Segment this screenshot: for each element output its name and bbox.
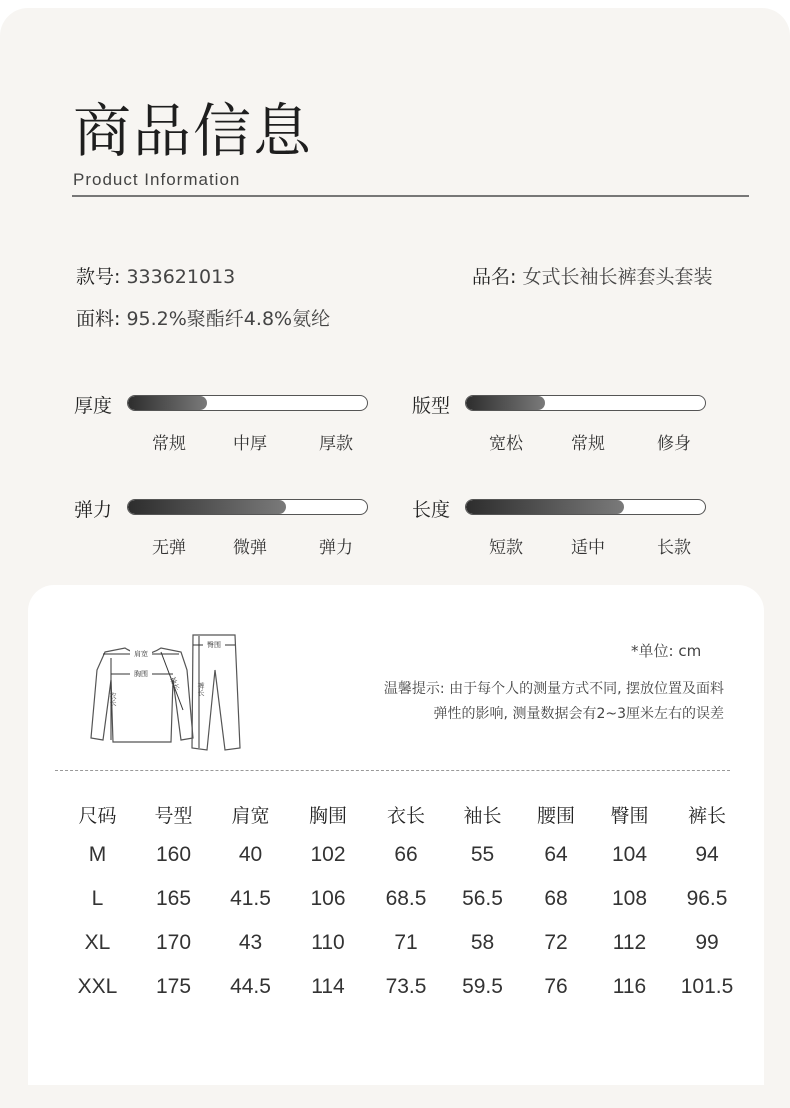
- header-cell: 裤长: [687, 804, 726, 827]
- table-cell: 68.5: [385, 887, 427, 910]
- table-cell: 106: [310, 887, 346, 910]
- chest-label: 胸围: [134, 670, 148, 678]
- table-cell: 175: [155, 975, 192, 998]
- header-cell: 臀围: [610, 804, 649, 827]
- thickness-label: 厚度: [74, 395, 113, 417]
- table-cell: 112: [612, 931, 647, 954]
- table-cell: 160: [155, 843, 192, 866]
- fit-tick: 修身: [657, 434, 691, 454]
- header-cell: 肩宽: [231, 804, 270, 827]
- thickness-tick: 常规: [152, 434, 186, 454]
- table-cell: 44.5: [230, 975, 271, 998]
- fit-label: 版型: [412, 395, 451, 417]
- fit-meter: [465, 395, 706, 411]
- pant-length-label: 裤长: [197, 682, 205, 696]
- length-tick: 短款: [489, 538, 523, 558]
- garment-measure-diagram: [75, 630, 255, 755]
- table-cell: 55: [470, 843, 495, 866]
- table-cell: 114: [311, 975, 345, 998]
- style-number-value: 333621013: [126, 266, 236, 288]
- fit-tick: 常规: [571, 434, 605, 454]
- length-meter-fill: [466, 500, 624, 514]
- table-cell: 64: [544, 843, 568, 866]
- table-cell: XXL: [77, 975, 118, 998]
- header-cell: 号型: [154, 804, 193, 827]
- table-cell: 170: [155, 931, 192, 954]
- elasticity-meter-fill: [128, 500, 286, 514]
- page-subtitle: Product Information: [73, 170, 241, 189]
- table-cell: 43: [238, 931, 263, 954]
- style-number-key: 款号:: [76, 266, 121, 288]
- table-cell: 110: [311, 931, 345, 954]
- table-cell: 41.5: [230, 887, 271, 910]
- length-tick: 适中: [571, 538, 605, 558]
- thickness-meter: [127, 395, 368, 411]
- length-tick: 长款: [657, 538, 691, 558]
- table-cell: 72: [544, 931, 568, 954]
- elasticity-label: 弹力: [74, 499, 113, 521]
- header-cell: 衣长: [386, 804, 425, 827]
- shoulder-label: 肩宽: [134, 650, 148, 658]
- unit-note: *单位: cm: [631, 642, 702, 660]
- table-cell: 40: [238, 843, 263, 866]
- table-cell: L: [91, 887, 104, 910]
- table-cell: 94: [695, 843, 719, 866]
- length-label: 长度: [412, 499, 451, 521]
- elasticity-tick: 弹力: [319, 538, 353, 558]
- thickness-meter-fill: [128, 396, 207, 410]
- table-row: [60, 833, 747, 877]
- style-number: [76, 262, 235, 289]
- product-name-key: 品名:: [472, 266, 517, 288]
- thickness-tick: 厚款: [319, 434, 353, 454]
- fabric-key: 面料:: [76, 308, 121, 330]
- table-row: [60, 965, 747, 1009]
- table-cell: 71: [394, 931, 418, 954]
- elasticity-tick: 无弹: [152, 538, 186, 558]
- hip-label: 臀围: [207, 641, 221, 649]
- fabric: [76, 304, 330, 331]
- elasticity-meter: [127, 499, 368, 515]
- table-cell: 116: [612, 975, 647, 998]
- fit-tick: 宽松: [489, 434, 523, 454]
- length-meter: [465, 499, 706, 515]
- thickness-tick: 中厚: [233, 434, 267, 454]
- table-cell: 96.5: [686, 887, 728, 910]
- elasticity-tick: 微弹: [233, 538, 267, 558]
- table-cell: M: [88, 843, 107, 866]
- table-row: [60, 877, 747, 921]
- length-label: 衣长: [109, 692, 117, 706]
- table-cell: 99: [695, 931, 719, 954]
- table-cell: 68: [544, 887, 568, 910]
- tip-line-1: 温馨提示: 由于每个人的测量方式不同, 摆放位置及面料: [383, 681, 724, 697]
- tip-line-2: 弹性的影响, 测量数据会有2~3厘米左右的误差: [433, 706, 724, 722]
- table-cell: 102: [310, 843, 346, 866]
- table-cell: 73.5: [385, 975, 427, 998]
- sleeve-label: 袖长: [168, 675, 181, 692]
- product-name: [472, 262, 712, 289]
- table-cell: 104: [611, 843, 648, 866]
- table-cell: 76: [544, 975, 568, 998]
- table-cell: XL: [84, 931, 111, 954]
- table-cell: 165: [155, 887, 192, 910]
- table-cell: 58: [470, 931, 495, 954]
- table-cell: 101.5: [680, 975, 734, 998]
- product-name-value: 女式长袖长裤套头套装: [522, 266, 713, 288]
- fit-meter-fill: [466, 396, 545, 410]
- table-cell: 66: [394, 843, 418, 866]
- title-divider: [72, 195, 749, 197]
- fabric-value: 95.2%聚酯纤4.8%氨纶: [126, 308, 331, 330]
- table-cell: 59.5: [462, 975, 503, 998]
- header-cell: 胸围: [308, 804, 347, 827]
- page-title: 商品信息: [73, 97, 314, 165]
- header-cell: 腰围: [536, 804, 575, 827]
- dashed-divider: [55, 770, 730, 771]
- size-table-header: [60, 795, 747, 833]
- table-cell: 56.5: [462, 887, 503, 910]
- header-cell: 袖长: [463, 804, 502, 827]
- size-table: [60, 795, 747, 1009]
- table-cell: 108: [611, 887, 648, 910]
- table-row: [60, 921, 747, 965]
- header-cell: 尺码: [78, 804, 117, 827]
